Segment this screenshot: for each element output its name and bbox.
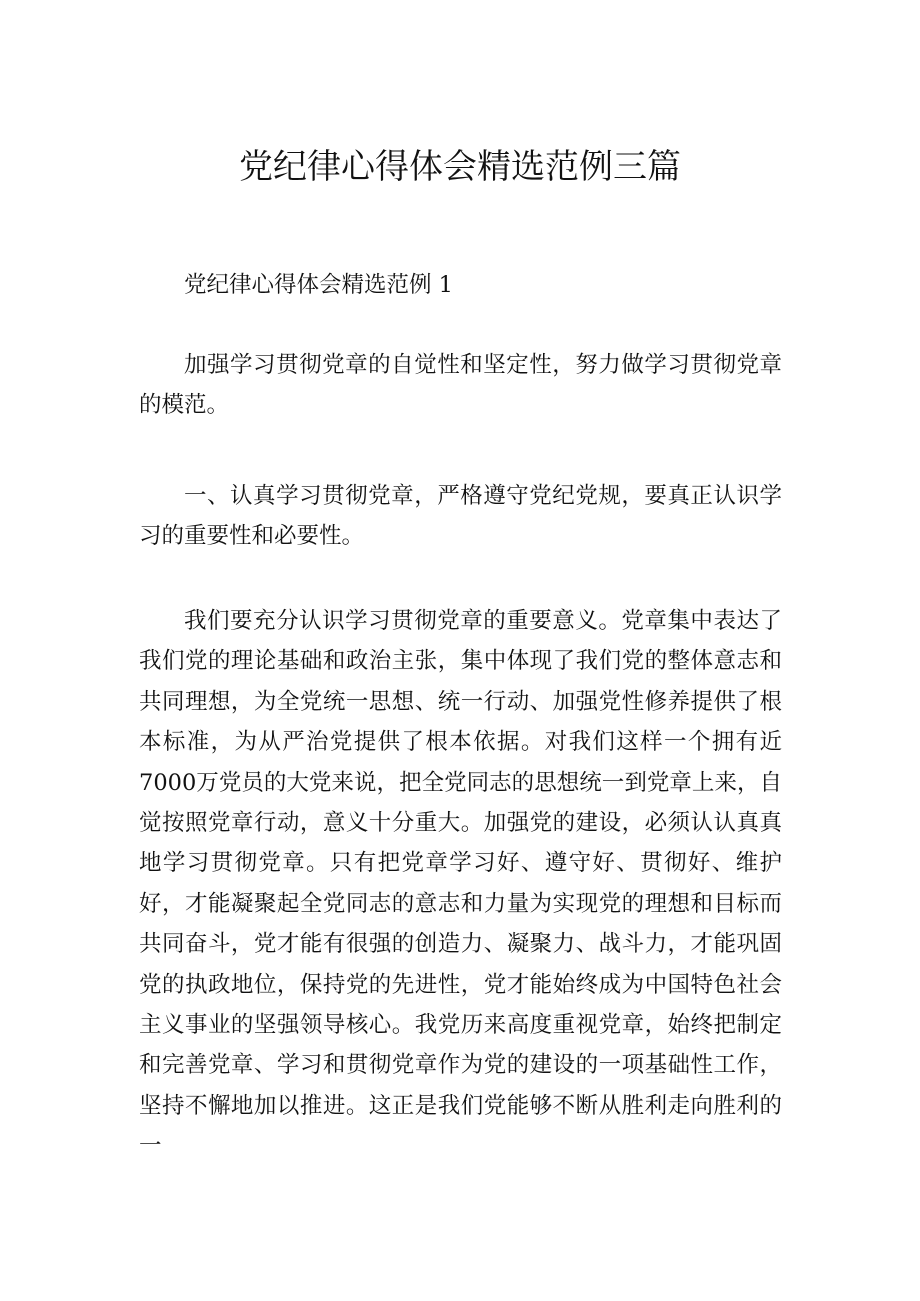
paragraph-1: 加强学习贯彻党章的自觉性和坚定性，努力做学习贯彻党章的模范。	[139, 352, 782, 419]
paragraph-3: 我们要充分认识学习贯彻党章的重要意义。党章集中表达了我们党的理论基础和政治主张，集中体现了我们党的整体意志和共同理想，为全党统一思想、统一行动、加强党性修养提供了根本标准，为从严治党提供了根本依据。对我们这样一个拥有近7000万党员的大党来说，把全党同志的思想统一到党章上来，自觉按照党章行动，意义十分重大。加强党的建设，必须认认真真地学习贯彻党章。只有把党章学习好、遵守好、贯彻好、维护好，才能凝聚起全党同志的意志和力量为实现党的理想和目标而共同奋斗，党才能有很强的创造力、凝聚力、战斗力，才能巩固党的执政地位，保持党的先进性，党才能始终成为中国特色社会主义事业的坚强领导核心。我党历来高度重视党章，始终把制定和完善党章、学习和贯彻党章作为党的建设的一项基础性工作，坚持不懈地加以推进。这正是我们党能够不断从胜利走向胜利的一	[139, 608, 782, 1160]
paragraph-block-2	[139, 476, 782, 557]
document-title: 党纪律心得体会精选范例三篇	[239, 146, 681, 187]
paragraph-block-1	[139, 345, 782, 426]
section-subtitle: 党纪律心得体会精选范例 1	[184, 272, 453, 298]
subtitle-block	[139, 265, 782, 305]
paragraph-2: 一、认真学习贯彻党章，严格遵守党纪党规，要真正认识学习的重要性和必要性。	[139, 483, 782, 550]
paragraph-block-3	[139, 601, 782, 1167]
